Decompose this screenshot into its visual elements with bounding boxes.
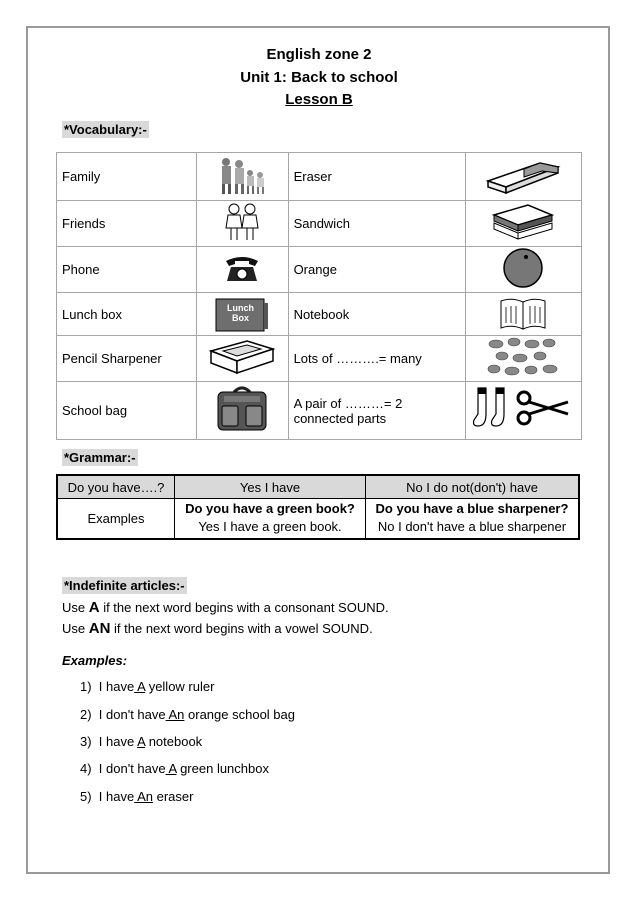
yes-question: Do you have a green book? xyxy=(185,501,355,517)
example-item: 5) I have An eraser xyxy=(80,789,194,804)
grammar-example-row xyxy=(57,499,579,539)
many-items-picture xyxy=(465,336,581,382)
rule-a: Use A if the next word begins with a consonant SOUND. xyxy=(62,599,389,616)
unit-title: Unit 1: Back to school xyxy=(240,69,398,86)
grammar-table xyxy=(56,474,580,540)
vocab-row xyxy=(57,382,582,440)
vocab-word: Notebook xyxy=(288,293,465,336)
grammar-header-yes: Yes I have xyxy=(175,475,366,499)
lunch-box-picture xyxy=(197,293,288,336)
articles-heading: *Indefinite articles:- xyxy=(64,578,185,593)
pencil-sharpener-picture xyxy=(197,336,288,382)
vocab-word: A pair of ………= 2 connected parts xyxy=(288,382,465,440)
grammar-yes-example xyxy=(175,499,366,539)
example-item: 1) I have A yellow ruler xyxy=(80,679,215,694)
example-item: 2) I don't have An orange school bag xyxy=(80,707,295,722)
pair-socks-scissors-picture xyxy=(465,382,581,440)
friends-picture xyxy=(197,201,288,247)
vocab-word: Pencil Sharpener xyxy=(57,336,197,382)
eraser-picture xyxy=(465,153,581,201)
grammar-no-example xyxy=(366,499,580,539)
examples-heading: Examples: xyxy=(62,653,128,668)
lesson-title: Lesson B xyxy=(285,91,353,108)
vocab-word: Phone xyxy=(57,247,197,293)
article-a: A xyxy=(88,599,100,616)
vocab-word: Lunch box xyxy=(57,293,197,336)
vocab-row xyxy=(57,247,582,293)
vocab-word: Eraser xyxy=(288,153,465,201)
yes-answer: Yes I have a green book. xyxy=(198,519,342,535)
family-picture xyxy=(197,153,288,201)
notebook-picture xyxy=(465,293,581,336)
vocab-row xyxy=(57,153,582,201)
lunch-box-label: Lunch Box xyxy=(226,303,254,323)
rule-an: Use AN if the next word begins with a vowel SOUND. xyxy=(62,620,373,637)
vocab-row xyxy=(57,293,582,336)
phone-picture xyxy=(197,247,288,293)
vocab-word: Lots of ……….= many xyxy=(288,336,465,382)
orange-picture xyxy=(465,247,581,293)
vocab-word: Orange xyxy=(288,247,465,293)
no-question: Do you have a blue sharpener? xyxy=(375,501,569,517)
vocab-word: Sandwich xyxy=(288,201,465,247)
article-an: AN xyxy=(88,620,111,637)
vocab-word: Family xyxy=(57,153,197,201)
vocab-word: Friends xyxy=(57,201,197,247)
grammar-header-question: Do you have….? xyxy=(57,475,175,499)
grammar-header-no: No I do not(don't) have xyxy=(366,475,580,499)
vocab-row xyxy=(57,201,582,247)
vocabulary-heading: *Vocabulary:- xyxy=(64,122,147,137)
document-title: English zone 2 xyxy=(266,46,372,63)
vocabulary-table xyxy=(56,152,582,440)
example-item: 3) I have A notebook xyxy=(80,734,203,749)
vocab-word: School bag xyxy=(57,382,197,440)
no-answer: No I don't have a blue sharpener xyxy=(377,519,567,535)
example-item: 4) I don't have A green lunchbox xyxy=(80,761,269,776)
grammar-header-row xyxy=(57,475,579,499)
vocab-row xyxy=(57,336,582,382)
grammar-heading: *Grammar:- xyxy=(64,450,136,465)
grammar-examples-label: Examples xyxy=(57,499,175,539)
school-bag-picture xyxy=(197,382,288,440)
sandwich-picture xyxy=(465,201,581,247)
